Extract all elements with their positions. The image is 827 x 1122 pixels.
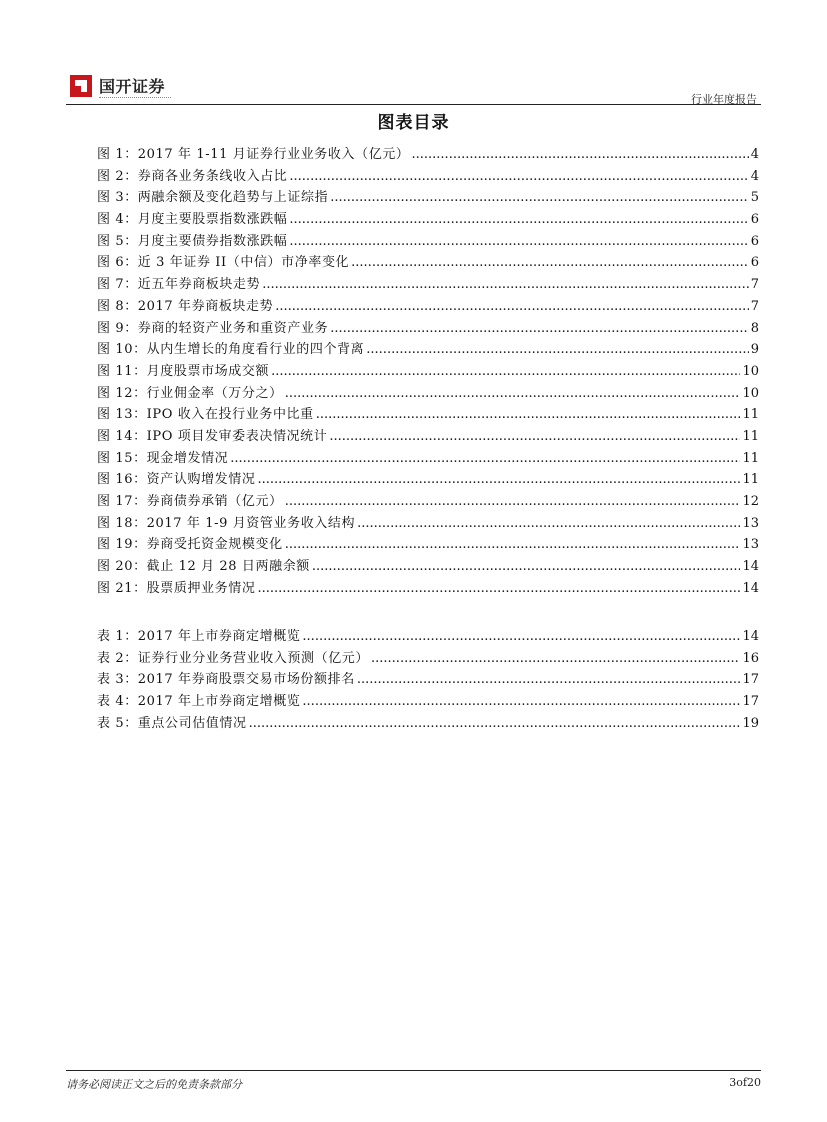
toc-entry-label: 图 3：两融余额及变化趋势与上证综指 [97, 190, 329, 206]
dot-leader [357, 672, 741, 687]
figure-toc-entry[interactable] [97, 143, 759, 165]
toc-entry-page: 9 [750, 342, 759, 358]
toc-entry-page: 11 [742, 472, 759, 488]
toc-entry-page: 6 [750, 233, 759, 249]
toc-entry-page: 16 [742, 650, 759, 666]
header-divider [66, 104, 761, 105]
toc-entry-page: 10 [742, 363, 759, 379]
dot-leader [285, 386, 741, 401]
dot-leader [289, 212, 748, 227]
dot-leader [330, 321, 749, 336]
toc-entry-page: 14 [742, 559, 759, 575]
brand-name: 国开证券 [99, 77, 166, 96]
page-number: 3of20 [729, 1076, 761, 1089]
figure-toc-entry[interactable] [97, 512, 759, 534]
toc-entry-page: 17 [742, 694, 759, 710]
dot-leader [330, 190, 749, 205]
toc-entry-page: 12 [742, 494, 759, 509]
toc-entry-page: 13 [742, 537, 759, 553]
figure-toc-entry[interactable] [97, 555, 759, 577]
toc-entry-label: 图 21：股票质押业务情况 [97, 580, 256, 596]
figure-toc-list [97, 143, 759, 598]
toc-entry-label: 表 1：2017 年上市券商定增概览 [97, 629, 301, 644]
figure-toc-entry[interactable] [97, 425, 759, 447]
toc-entry-page: 11 [742, 428, 759, 444]
brand-logo [70, 74, 165, 97]
dot-leader [262, 277, 749, 292]
dot-leader [249, 716, 741, 731]
figure-toc-entry[interactable] [97, 208, 759, 230]
toc-entry-label: 图 8：2017 年券商板块走势 [97, 298, 274, 314]
report-type: 行业年度报告 [691, 93, 757, 106]
toc-entry-label: 图 20：截止 12 月 28 日两融余额 [97, 559, 310, 575]
dot-leader [351, 255, 749, 270]
toc-entry-page: 6 [750, 255, 759, 271]
logo-mark-icon [70, 75, 92, 97]
toc-entry-label: 图 16：资产认购增发情况 [97, 472, 256, 488]
toc-entry-label: 表 2：证券行业分业务营业收入预测（亿元） [97, 650, 370, 666]
figure-toc-entry[interactable] [97, 403, 759, 425]
figure-toc-entry[interactable] [97, 360, 759, 382]
table-toc-entry[interactable] [97, 690, 759, 712]
dot-leader [302, 629, 740, 644]
toc-title: 图表目录 [377, 113, 450, 133]
toc-entry-page: 14 [742, 629, 759, 644]
toc-entry-label: 图 2：券商各业务条线收入占比 [97, 168, 288, 184]
table-toc-entry[interactable] [97, 647, 759, 669]
toc-entry-page: 11 [742, 407, 759, 423]
figure-toc-entry[interactable] [97, 447, 759, 469]
figure-toc-entry[interactable] [97, 273, 759, 295]
table-toc-entry[interactable] [97, 625, 759, 647]
toc-entry-label: 图 12：行业佣金率（万分之） [97, 385, 283, 401]
dot-leader [285, 537, 741, 552]
toc-entry-label: 图 5：月度主要债券指数涨跌幅 [97, 233, 288, 249]
figure-toc-entry[interactable] [97, 295, 759, 317]
figure-toc-entry[interactable] [97, 490, 759, 512]
table-toc-entry[interactable] [97, 712, 759, 734]
toc-entry-page: 13 [742, 515, 759, 531]
disclaimer-note: 请务必阅读正文之后的免责条款部分 [66, 1078, 242, 1091]
toc-entry-label: 图 1：2017 年 1-11 月证券行业业务收入（亿元） [97, 147, 410, 162]
toc-entry-page: 7 [750, 277, 759, 293]
toc-entry-page: 17 [742, 672, 759, 688]
dot-leader [371, 651, 740, 666]
toc-entry-page: 4 [750, 147, 759, 162]
toc-entry-page: 4 [750, 168, 759, 184]
dot-leader [302, 694, 740, 709]
figure-toc-entry[interactable] [97, 251, 759, 273]
dot-leader [257, 472, 740, 487]
toc-entry-label: 表 4：2017 年上市券商定增概览 [97, 694, 301, 710]
toc-entry-label: 图 4：月度主要股票指数涨跌幅 [97, 212, 288, 228]
toc-entry-label: 图 6：近 3 年证券 II（中信）市净率变化 [97, 255, 350, 271]
dot-leader [312, 559, 741, 574]
figure-toc-entry[interactable] [97, 230, 759, 252]
toc-entry-page: 10 [742, 385, 759, 401]
toc-entry-label: 表 3：2017 年券商股票交易市场份额排名 [97, 672, 355, 688]
toc-entry-label: 表 5：重点公司估值情况 [97, 715, 247, 731]
figure-toc-entry[interactable] [97, 577, 759, 599]
dot-leader [271, 364, 740, 379]
toc-entry-page: 6 [750, 212, 759, 228]
dot-leader [366, 342, 748, 357]
toc-entry-page: 14 [742, 580, 759, 596]
dot-leader [285, 494, 741, 509]
toc-entry-label: 图 19：券商受托资金规模变化 [97, 537, 283, 553]
dot-leader [257, 581, 740, 596]
figure-toc-entry[interactable] [97, 338, 759, 360]
toc-entry-label: 图 14：IPO 项目发审委表决情况统计 [97, 428, 328, 444]
figure-toc-entry[interactable] [97, 186, 759, 208]
dot-leader [412, 147, 749, 162]
toc-entry-page: 5 [750, 190, 759, 206]
dot-leader [316, 407, 741, 422]
figure-toc-entry[interactable] [97, 533, 759, 555]
table-toc-entry[interactable] [97, 668, 759, 690]
dot-leader [289, 169, 748, 184]
toc-entry-page: 7 [750, 298, 759, 314]
toc-entry-label: 图 13：IPO 收入在投行业务中比重 [97, 407, 314, 423]
dot-leader [289, 234, 748, 249]
toc-entry-label: 图 18：2017 年 1-9 月资管业务收入结构 [97, 515, 356, 531]
figure-toc-entry[interactable] [97, 382, 759, 404]
toc-entry-label: 图 11：月度股票市场成交额 [97, 363, 270, 379]
figure-toc-entry[interactable] [97, 317, 759, 339]
dot-leader [275, 299, 748, 314]
toc-entry-page: 19 [742, 715, 759, 731]
logo-subline [99, 97, 171, 100]
figure-toc-entry[interactable] [97, 165, 759, 187]
dot-leader [329, 429, 740, 444]
toc-entry-label: 图 15：现金增发情况 [97, 450, 229, 466]
dot-leader [230, 451, 740, 466]
toc-entry-label: 图 17：券商债券承销（亿元） [97, 494, 283, 509]
toc-entry-label: 图 10：从内生增长的角度看行业的四个背离 [97, 342, 365, 358]
toc-entry-label: 图 7：近五年券商板块走势 [97, 277, 261, 293]
table-toc-list [97, 625, 759, 733]
toc-entry-page: 11 [742, 450, 759, 466]
footer-divider [66, 1070, 761, 1071]
figure-toc-entry[interactable] [97, 468, 759, 490]
toc-entry-label: 图 9：券商的轻资产业务和重资产业务 [97, 320, 329, 336]
toc-entry-page: 8 [750, 320, 759, 336]
dot-leader [357, 516, 740, 531]
